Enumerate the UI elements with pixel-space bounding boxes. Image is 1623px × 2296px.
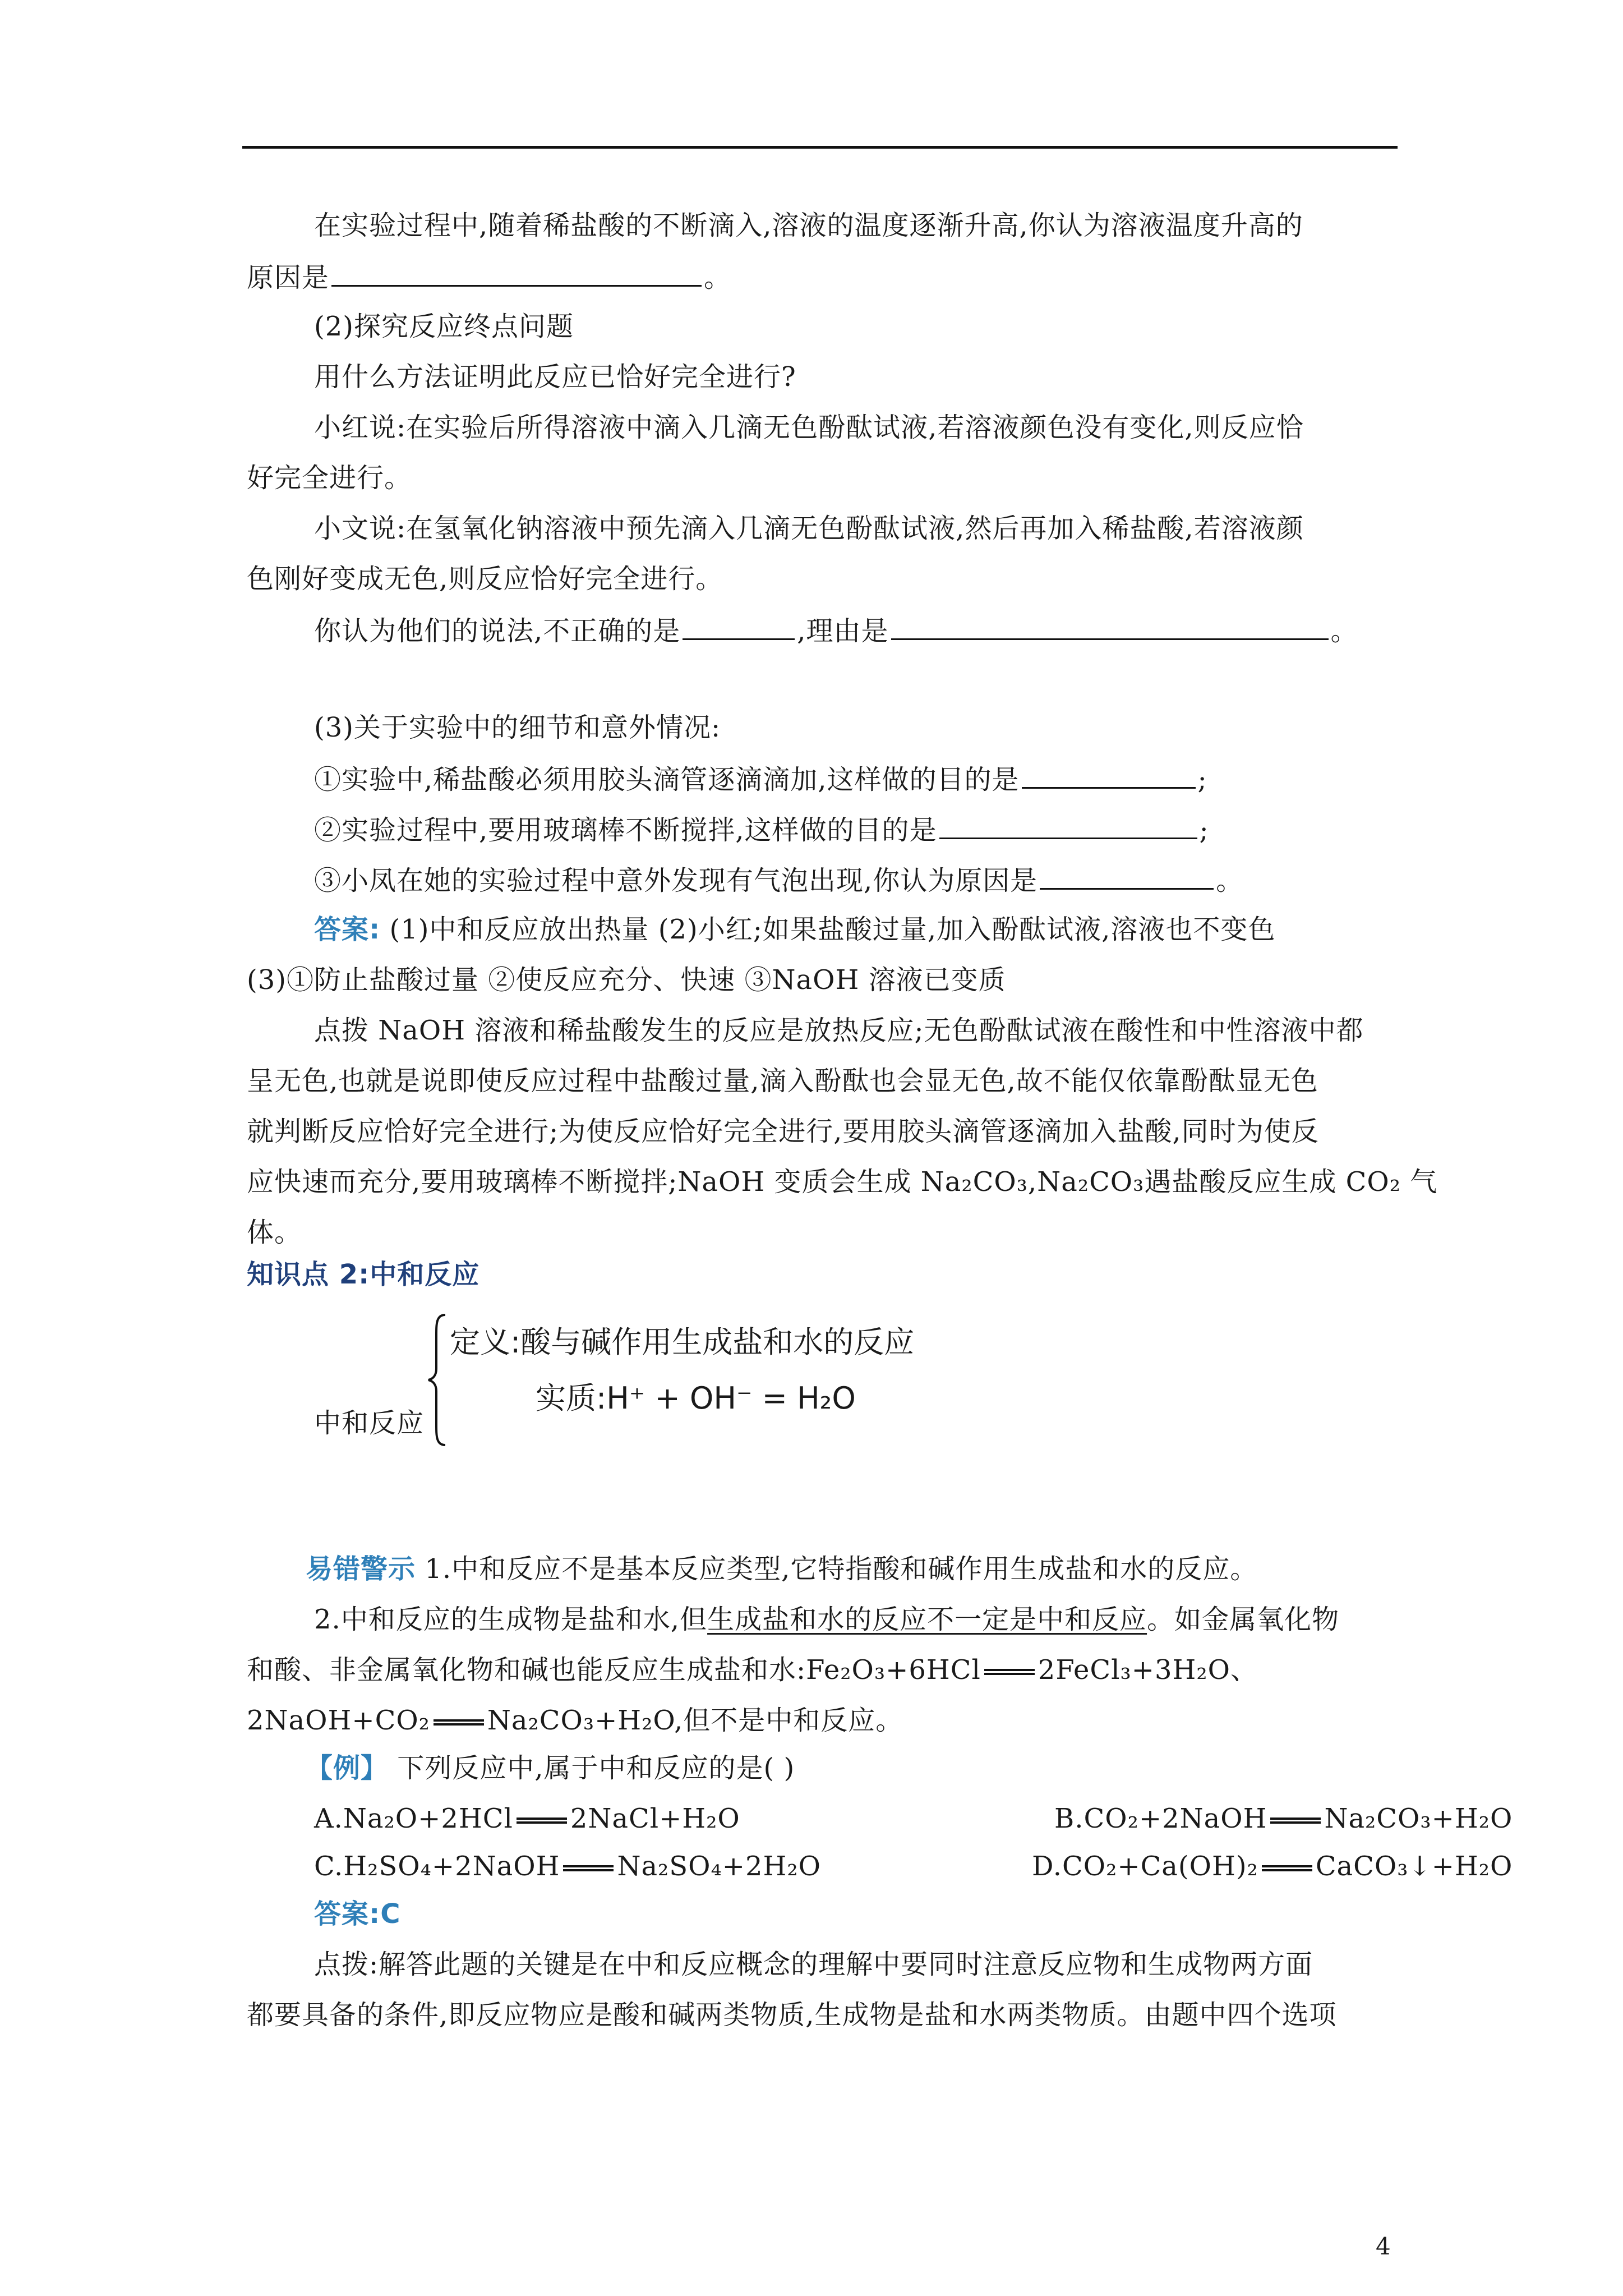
equals-sign-icon — [984, 1669, 1035, 1675]
xiaowen-statement-line1 — [314, 510, 1304, 546]
text: Na₂CO₃+H₂O,但不是中和反应。 — [487, 1705, 903, 1736]
equals-sign-icon — [1262, 1865, 1312, 1871]
answer-label: 答案: — [314, 914, 381, 945]
xiaohong-statement-line2 — [247, 460, 412, 496]
text: (3)①防止盐酸过量 ②使反应充分、快速 ③NaOH 溶液已变质 — [247, 964, 1006, 996]
punctuation: ; — [1197, 764, 1207, 795]
answer-label: 答案: — [314, 1898, 381, 1930]
common-mistake-label: 易错警示 — [306, 1553, 416, 1585]
underlined-text: 生成盐和水的反应不一定是中和反应 — [707, 1604, 1147, 1635]
answer-2 — [314, 1896, 400, 1932]
text: 就判断反应恰好完全进行;为使反应恰好完全进行,要用胶头滴管逐滴加入盐酸,同时为使反 — [247, 1116, 1319, 1147]
text: 呈无色,也就是说即使反应过程中盐酸过量,滴入酚酞也会显无色,故不能仅依靠酚酞显无色 — [247, 1065, 1318, 1097]
text: 用什么方法证明此反应已恰好完全进行? — [314, 361, 796, 393]
text: B.CO₂+2NaOH — [1054, 1803, 1267, 1834]
text: ③小凤在她的实验过程中意外发现有气泡出现,你认为原因是 — [314, 865, 1038, 896]
page-number: 4 — [1376, 2233, 1391, 2260]
text: 好完全进行。 — [247, 462, 412, 494]
equals-sign-icon — [1270, 1818, 1321, 1824]
question-2-prompt — [314, 359, 796, 395]
text: Na₂CO₃+H₂O — [1324, 1803, 1513, 1834]
text: 2NaOH+CO₂ — [247, 1705, 430, 1736]
text: A.Na₂O+2HCl — [314, 1803, 513, 1834]
common-mistake-2-line2 — [247, 1652, 1258, 1688]
essence-text: 实质:H⁺ + OH⁻ = H₂O — [536, 1381, 856, 1416]
tip-1-line3 — [247, 1114, 1319, 1149]
text: 和酸、非金属氧化物和碱也能反应生成盐和水:Fe₂O₃+6HCl — [247, 1654, 981, 1686]
punctuation: 。 — [1330, 615, 1358, 647]
example-question — [306, 1750, 795, 1786]
text: ,理由是 — [797, 615, 889, 647]
header-rule — [242, 146, 1398, 149]
text: (3)关于实验中的细节和意外情况: — [314, 712, 721, 743]
answer-blank[interactable] — [939, 811, 1197, 839]
tip-2-line2 — [247, 1997, 1337, 2033]
question-3-item2 — [314, 811, 1209, 848]
answer-blank[interactable] — [683, 611, 795, 640]
text: CaCO₃↓+H₂O — [1315, 1851, 1513, 1882]
text: 在实验过程中,随着稀盐酸的不断滴入,溶液的温度逐渐升高,你认为溶液温度升高的 — [314, 210, 1303, 241]
answer-1-line2 — [247, 962, 1006, 998]
text: 原因是 — [247, 262, 330, 293]
brace-icon — [426, 1313, 449, 1447]
common-mistake-2-line1 — [314, 1602, 1339, 1637]
option-d[interactable] — [1032, 1848, 1513, 1884]
text: 知识点 2:中和反应 — [247, 1259, 480, 1290]
tip-1-line1 — [314, 1013, 1364, 1048]
equals-sign-icon — [563, 1865, 614, 1871]
text: C.H₂SO₄+2NaOH — [314, 1851, 560, 1882]
tip-2-line1 — [314, 1947, 1313, 1982]
text: 小红说:在实验后所得溶液中滴入几滴无色酚酞试液,若溶液颜色没有变化,则反应恰 — [314, 412, 1304, 443]
answer-blank[interactable] — [331, 258, 702, 287]
judgement-question — [314, 611, 1358, 649]
text: 都要具备的条件,即反应物应是酸和碱两类物质,生成物是盐和水两类物质。由题中四个选项 — [247, 1999, 1337, 2031]
text: 小文说:在氢氧化钠溶液中预先滴入几滴无色酚酞试液,然后再加入稀盐酸,若溶液颜 — [314, 513, 1304, 544]
text: 2NaCl+H₂O — [570, 1803, 740, 1834]
text: D.CO₂+Ca(OH)₂ — [1032, 1851, 1258, 1882]
text: Na₂SO₄+2H₂O — [617, 1851, 821, 1882]
question-2-title — [314, 309, 574, 344]
question-3-title — [314, 710, 721, 746]
answer-blank[interactable] — [891, 611, 1329, 640]
text: ②实验过程中,要用玻璃棒不断搅拌,这样做的目的是 — [314, 815, 937, 846]
text: 下列反应中,属于中和反应的是( ) — [397, 1752, 795, 1784]
text: 。如金属氧化物 — [1147, 1604, 1340, 1635]
text: 中和反应 — [314, 1407, 425, 1439]
tip-1-line5 — [247, 1214, 302, 1250]
punctuation: ; — [1199, 815, 1209, 846]
answer-blank[interactable] — [1022, 760, 1196, 789]
text: 点拨 NaOH 溶液和稀盐酸发生的反应是放热反应;无色酚酞试液在酸性和中性溶液中都 — [314, 1015, 1364, 1046]
equals-sign-icon — [517, 1818, 567, 1824]
answer-blank[interactable] — [1040, 861, 1214, 890]
text: ①实验中,稀盐酸必须用胶头滴管逐滴滴加,这样做的目的是 — [314, 764, 1020, 795]
text: (1)中和反应放出热量 (2)小红;如果盐酸过量,加入酚酞试液,溶液也不变色 — [389, 914, 1276, 945]
answer-value: C — [380, 1898, 401, 1930]
definition-text: 定义:酸与碱作用生成盐和水的反应 — [450, 1324, 915, 1360]
text: 1.中和反应不是基本反应类型,它特指酸和碱作用生成盐和水的反应。 — [425, 1553, 1258, 1585]
option-c[interactable] — [314, 1848, 821, 1884]
option-a[interactable] — [314, 1801, 740, 1837]
text: 2FeCl₃+3H₂O、 — [1038, 1654, 1258, 1686]
knowledge-point-2-heading — [247, 1257, 479, 1292]
text: 点拨:解答此题的关键是在中和反应概念的理解中要同时注意反应物和生成物两方面 — [314, 1949, 1313, 1980]
xiaowen-statement-line2 — [247, 561, 723, 597]
diagram-label — [314, 1405, 424, 1441]
question-3-item1 — [314, 760, 1207, 798]
equals-sign-icon — [434, 1719, 484, 1726]
neutralization-diagram — [426, 1313, 976, 1453]
common-mistake-2-line3 — [247, 1703, 903, 1738]
text: 应快速而充分,要用玻璃棒不断搅拌;NaOH 变质会生成 Na₂CO₃,Na₂CO₃遇盐酸反应生成 CO₂ 气 — [247, 1166, 1438, 1198]
common-mistake-1 — [306, 1551, 1257, 1587]
option-b[interactable] — [1054, 1801, 1513, 1837]
text: 色刚好变成无色,则反应恰好完全进行。 — [247, 563, 723, 595]
text: (2)探究反应终点问题 — [314, 311, 574, 342]
tip-1-line4 — [247, 1164, 1437, 1200]
punctuation: 。 — [1216, 865, 1244, 896]
question-3-item3 — [314, 861, 1243, 899]
text: 体。 — [247, 1217, 302, 1248]
paragraph-temperature-line1 — [314, 208, 1303, 243]
punctuation: 。 — [704, 262, 732, 293]
example-label: 【例】 — [306, 1752, 389, 1784]
tip-1-line2 — [247, 1063, 1318, 1099]
text: 你认为他们的说法,不正确的是 — [314, 615, 681, 647]
xiaohong-statement-line1 — [314, 409, 1304, 445]
paragraph-temperature-line2 — [247, 258, 731, 296]
text: 2.中和反应的生成物是盐和水,但 — [314, 1604, 708, 1635]
answer-1-line1 — [314, 912, 1275, 947]
